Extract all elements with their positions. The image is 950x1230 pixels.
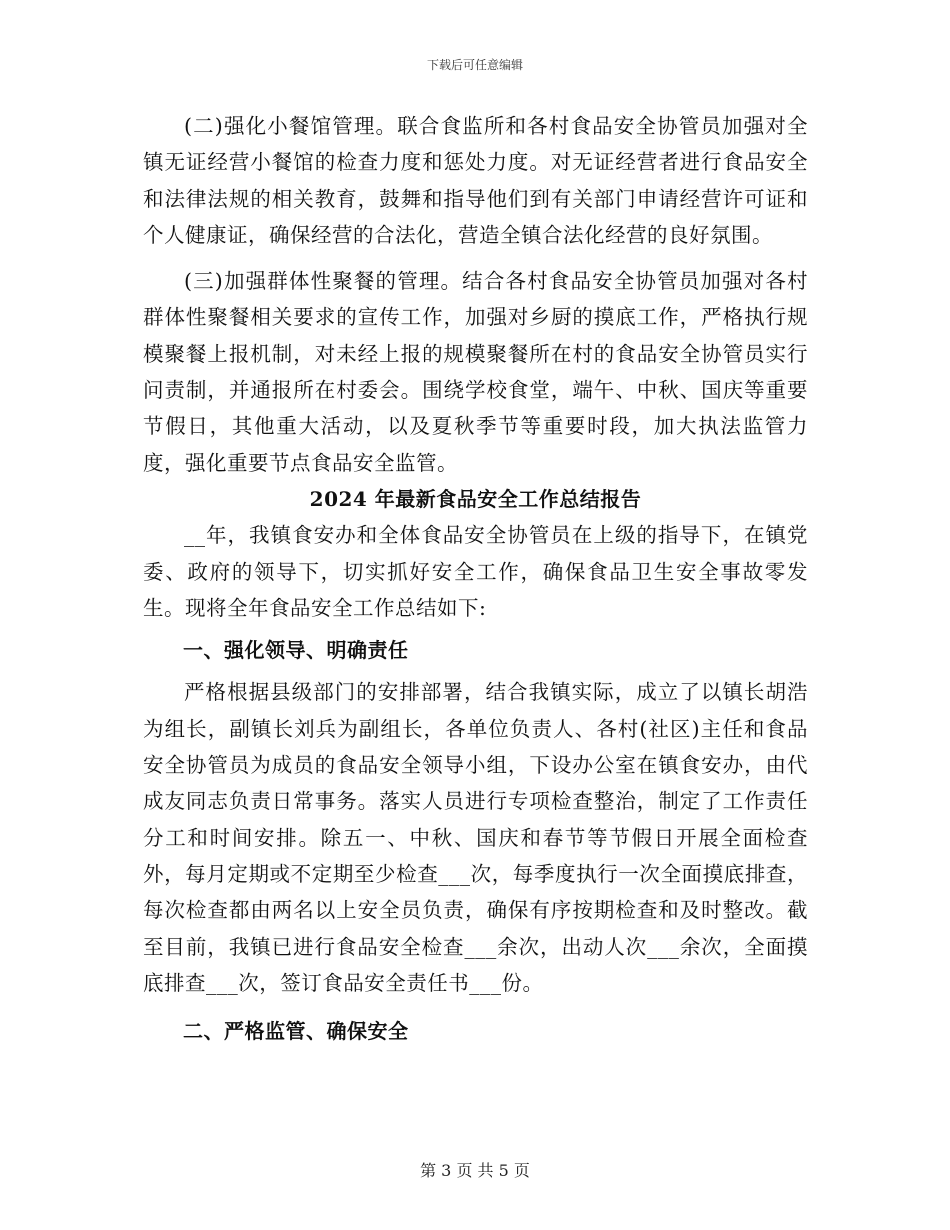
paragraph-group-dining: (三)加强群体性聚餐的管理。结合各村食品安全协管员加强对各村群体性聚餐相关要求的宣传工作，加强对乡厨的摸底工作，严格执行规模聚餐上报机制，对未经上报的规模聚餐所在村的食品安全协管员实行问责制，并通报所在村委会。围绕学校食堂，端午、中秋、国庆等重要节假日，其他重大活动，以及夏秋季节等重要时段，加大执法监管力度，强化重要节点食品安全监管。 xyxy=(143,269,808,475)
section-heading-2: 二、严格监管、确保安全 xyxy=(183,1019,409,1044)
paragraph-intro: __年，我镇食安办和全体食品安全协管员在上级的指导下，在镇党委、政府的领导下，切实抓好安全工作，确保食品卫生安全事故零发生。现将全年食品安全工作总结如下: xyxy=(143,523,808,620)
page-footer: 第 3 页 共 5 页 xyxy=(420,1161,530,1180)
report-title: 2024 年最新食品安全工作总结报告 xyxy=(309,486,642,511)
document-body xyxy=(143,108,808,1055)
section-heading-1: 一、强化领导、明确责任 xyxy=(183,638,409,663)
page-header: 下载后可任意编辑 xyxy=(426,58,523,72)
paragraph-leadership: 严格根据县级部门的安排部署，结合我镇实际，成立了以镇长胡浩为组长，副镇长刘兵为副组长，各单位负责人、各村(社区)主任和食品安全协管员为成员的食品安全领导小组，下设办公室在镇食安办，由代成友同志负责日常事务。落实人员进行专项检查整治，制定了工作责任分工和时间安排。除五一、中秋、国庆和春节等节假日开展全面检查外，每月定期或不定期至少检查___次，每季度执行一次全面摸底排查，每次检查都由两名以上安全员负责，确保有序按期检查和及时整改。截至目前，我镇已进行食品安全检查___余次，出动人次___余次，全面摸底排查___次，签订食品安全责任书___份。 xyxy=(143,680,808,995)
paragraph-small-restaurant: (二)强化小餐馆管理。联合食监所和各村食品安全协管员加强对全镇无证经营小餐馆的检查力度和惩处力度。对无证经营者进行食品安全和法律法规的相关教育，鼓舞和指导他们到有关部门申请经营许可证和个人健康证，确保经营的合法化，营造全镇合法化经营的良好氛围。 xyxy=(143,114,808,247)
